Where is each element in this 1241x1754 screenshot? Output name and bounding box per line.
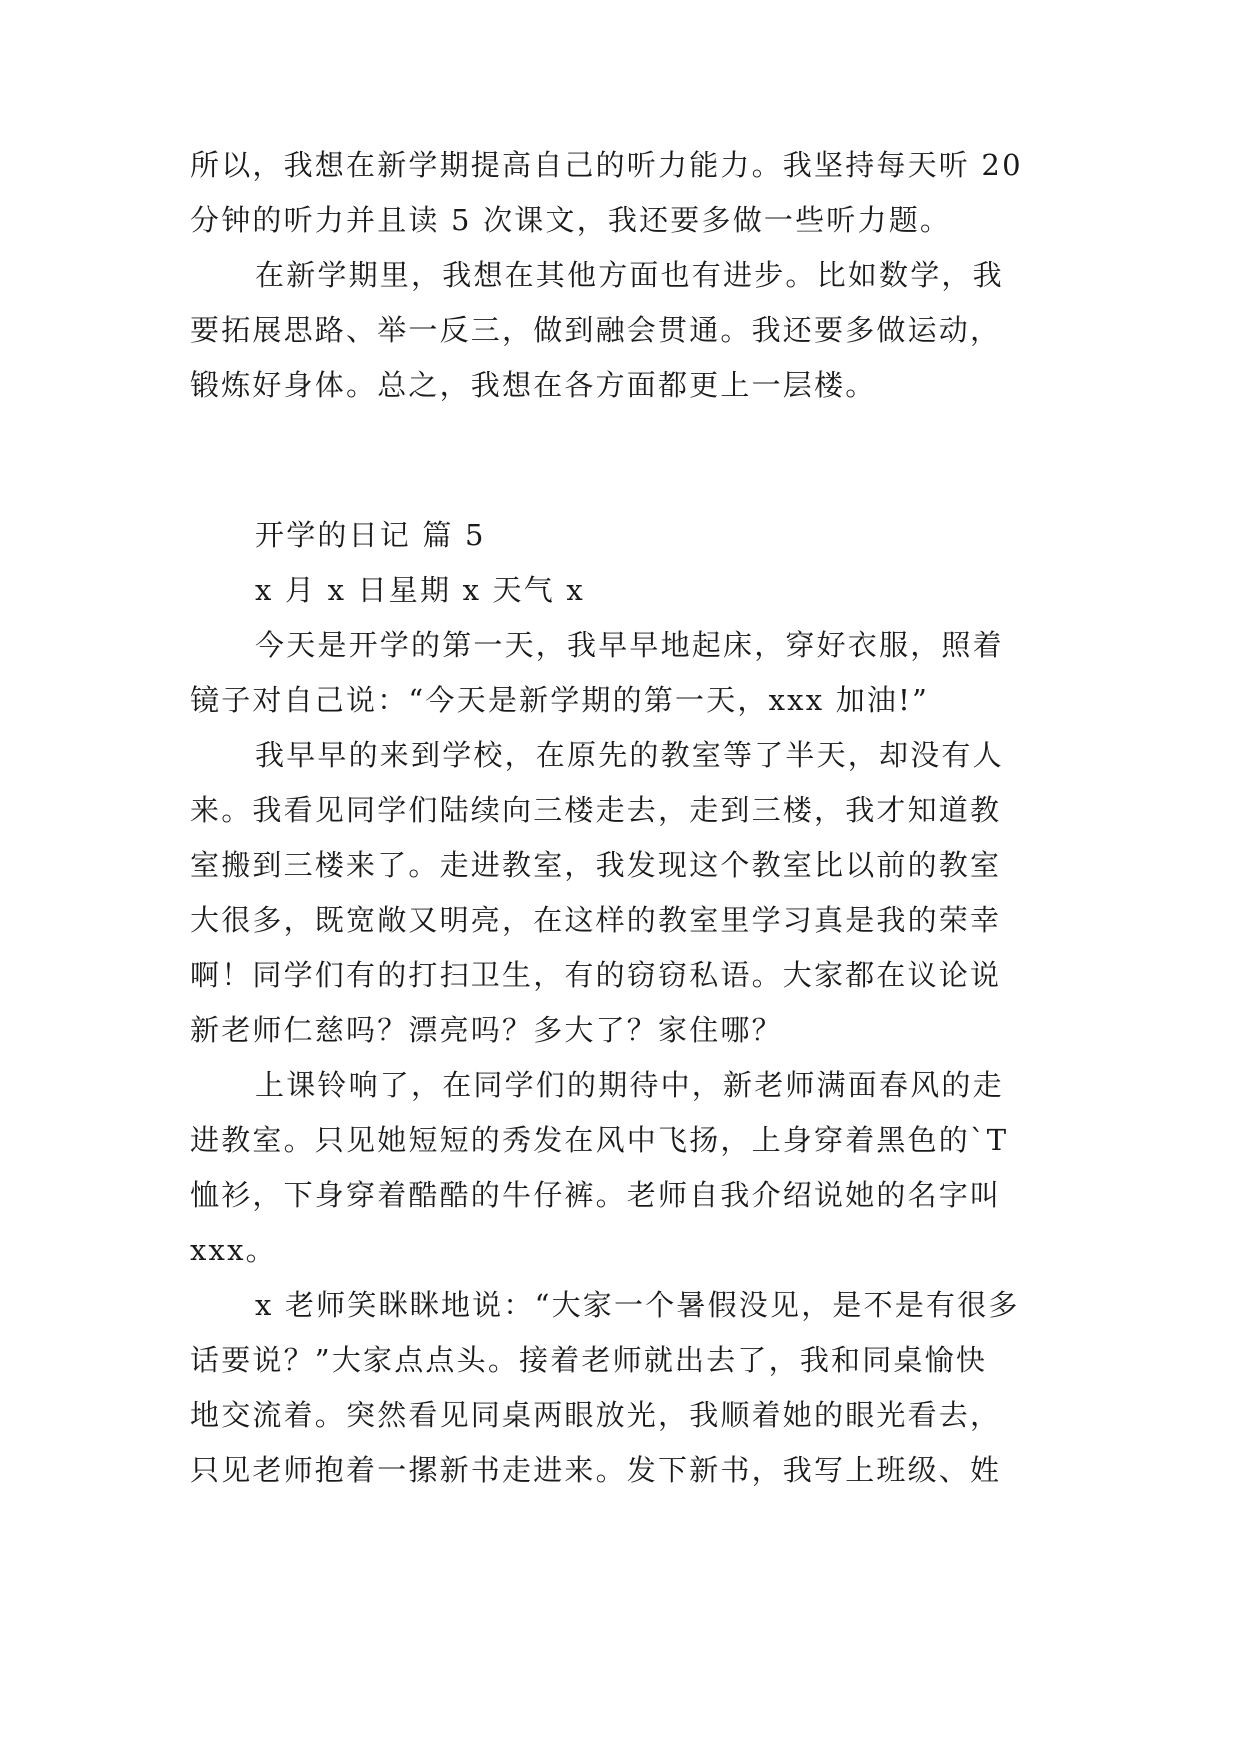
text-line: 新老师仁慈吗？漂亮吗？多大了？家住哪？ — [190, 1013, 783, 1047]
text-line: 来。我看见同学们陆续向三楼走去，走到三楼，我才知道教 — [190, 793, 1002, 827]
text-line: 我早早的来到学校，在原先的教室等了半天，却没有人 — [255, 738, 1004, 772]
text-line: x 老师笑眯眯地说：“大家一个暑假没见，是不是有很多 — [255, 1288, 1020, 1322]
text-line: 进教室。只见她短短的秀发在风中飞扬，上身穿着黑色的`T — [190, 1123, 1009, 1157]
text-line: 锻炼好身体。总之，我想在各方面都更上一层楼。 — [190, 368, 877, 402]
text-line: 室搬到三楼来了。走进教室，我发现这个教室比以前的教室 — [190, 848, 1002, 882]
text-line: 地交流着。突然看见同桌两眼放光，我顺着她的眼光看去， — [190, 1398, 1002, 1432]
text-line: 啊！同学们有的打扫卫生，有的窃窃私语。大家都在议论说 — [190, 958, 1002, 992]
text-line: 大很多，既宽敞又明亮，在这样的教室里学习真是我的荣幸 — [190, 903, 1002, 937]
text-line: 要拓展思路、举一反三，做到融会贯通。我还要多做运动， — [190, 313, 1002, 347]
text-line: 在新学期里，我想在其他方面也有进步。比如数学，我 — [255, 258, 1004, 292]
text-line: 所以，我想在新学期提高自己的听力能力。我坚持每天听 20 — [190, 148, 1023, 182]
diary-date-line: x 月 x 日星期 x 天气 x — [255, 573, 585, 607]
text-line: 恤衫，下身穿着酷酷的牛仔裤。老师自我介绍说她的名字叫 — [190, 1178, 1002, 1212]
text-line: 镜子对自己说：“今天是新学期的第一天，xxx 加油!” — [190, 683, 929, 717]
text-line: 分钟的听力并且读 5 次课文，我还要多做一些听力题。 — [190, 203, 952, 237]
text-line: 话要说？”大家点点头。接着老师就出去了，我和同桌愉快 — [190, 1343, 988, 1377]
text-line: 只见老师抱着一摞新书走进来。发下新书，我写上班级、姓 — [190, 1453, 1002, 1487]
text-line: 今天是开学的第一天，我早早地起床，穿好衣服，照着 — [255, 628, 1004, 662]
text-line: 上课铃响了，在同学们的期待中，新老师满面春风的走 — [255, 1068, 1004, 1102]
text-line: xxx。 — [190, 1233, 277, 1267]
section-heading: 开学的日记 篇 5 — [255, 518, 486, 552]
